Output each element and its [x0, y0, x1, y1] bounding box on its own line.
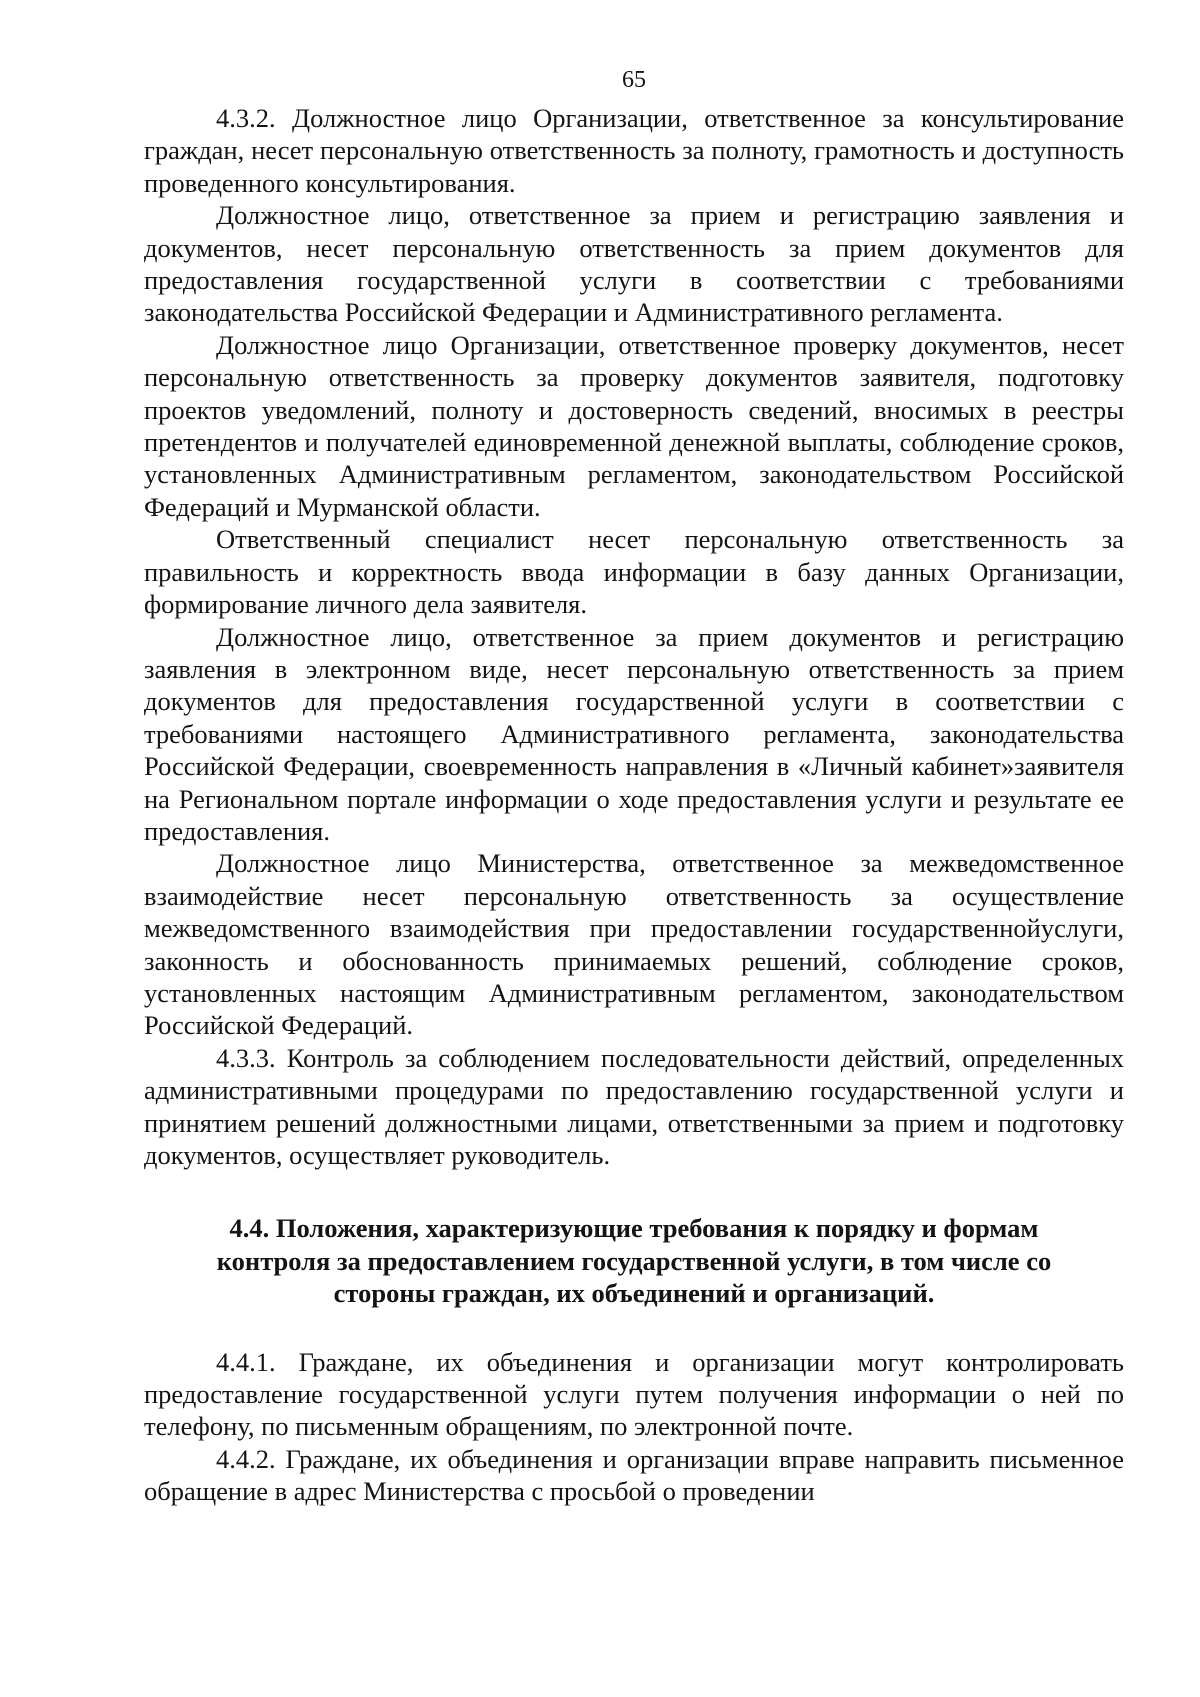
paragraph-registration-responsibility: Должностное лицо, ответственное за прием и регистрацию заявления и документов, несет персональную ответственность за прием документов для предоставления государственной услуги в соответствии с требованиями законодательства Российской Федерации и Административного регламента.	[144, 200, 1124, 328]
paragraph-4-3-2: 4.3.2. Должностное лицо Организации, ответственное за консультирование граждан, несет персональную ответственность за полноту, грамотность и доступность проведенного консультирования.	[144, 103, 1124, 198]
page-number: 65	[622, 67, 646, 93]
paragraph-electronic-registration-responsibility: Должностное лицо, ответственное за прием документов и регистрацию заявления в электронном виде, несет персональную ответственность за прием документов для предоставления государственной услуги в соответствии с требованиями настоящего Административного регламента, законодательства Российской Федерации, своевременность направления в «Личный кабинет»заявителя на Региональном портале информации о ходе предоставления услуги и результате ее предоставления.	[144, 621, 1124, 846]
paragraph-4-4-1: 4.4.1. Граждане, их объединения и организации могут контролировать предоставление государственной услуги путем получения информации о ней по телефону, по письменным обращениям, по электронной почте.	[144, 1346, 1124, 1442]
paragraph-interagency-responsibility: Должностное лицо Министерства, ответственное за межведомственное взаимодействие несет персональную ответственность за осуществление межведомственного взаимодействия при предоставлении государственнойуслуги, законность и обоснованность принимаемых решений, соблюдение сроков, установленных настоящим Административным регламентом, законодательством Российской Федераций.	[144, 848, 1124, 1041]
section-heading-line: контроля за предоставлением государственной услуги, в том числе со	[216, 1245, 1052, 1276]
section-heading-line: 4.4. Положения, характеризующие требования к порядку и формам	[229, 1213, 1039, 1244]
paragraph-4-4-2: 4.4.2. Граждане, их объединения и организации вправе направить письменное обращение в адрес Министерства с просьбой о проведении	[144, 1443, 1124, 1507]
paragraph-document-check-responsibility: Должностное лицо Организации, ответственное проверку документов, несет персональную ответственность за проверку документов заявителя, подготовку проектов уведомлений, полноту и достоверность сведений, вносимых в реестры претендентов и получателей единовременной денежной выплаты, соблюдение сроков, установленных Административным регламентом, законодательством Российской Федераций и Мурманской области.	[144, 329, 1124, 522]
section-heading-4-4	[144, 1212, 1124, 1309]
paragraph-4-3-3: 4.3.3. Контроль за соблюдением последовательности действий, определенных административными процедурами по предоставлению государственной услуги и принятием решений должностными лицами, ответственными за прием и подготовку документов, осуществляет руководитель.	[144, 1042, 1124, 1170]
paragraph-specialist-responsibility: Ответственный специалист несет персональную ответственность за правильность и корректность ввода информации в базу данных Организации, формирование личного дела заявителя.	[144, 524, 1124, 620]
section-heading-line: стороны граждан, их объединений и организаций.	[333, 1278, 935, 1309]
